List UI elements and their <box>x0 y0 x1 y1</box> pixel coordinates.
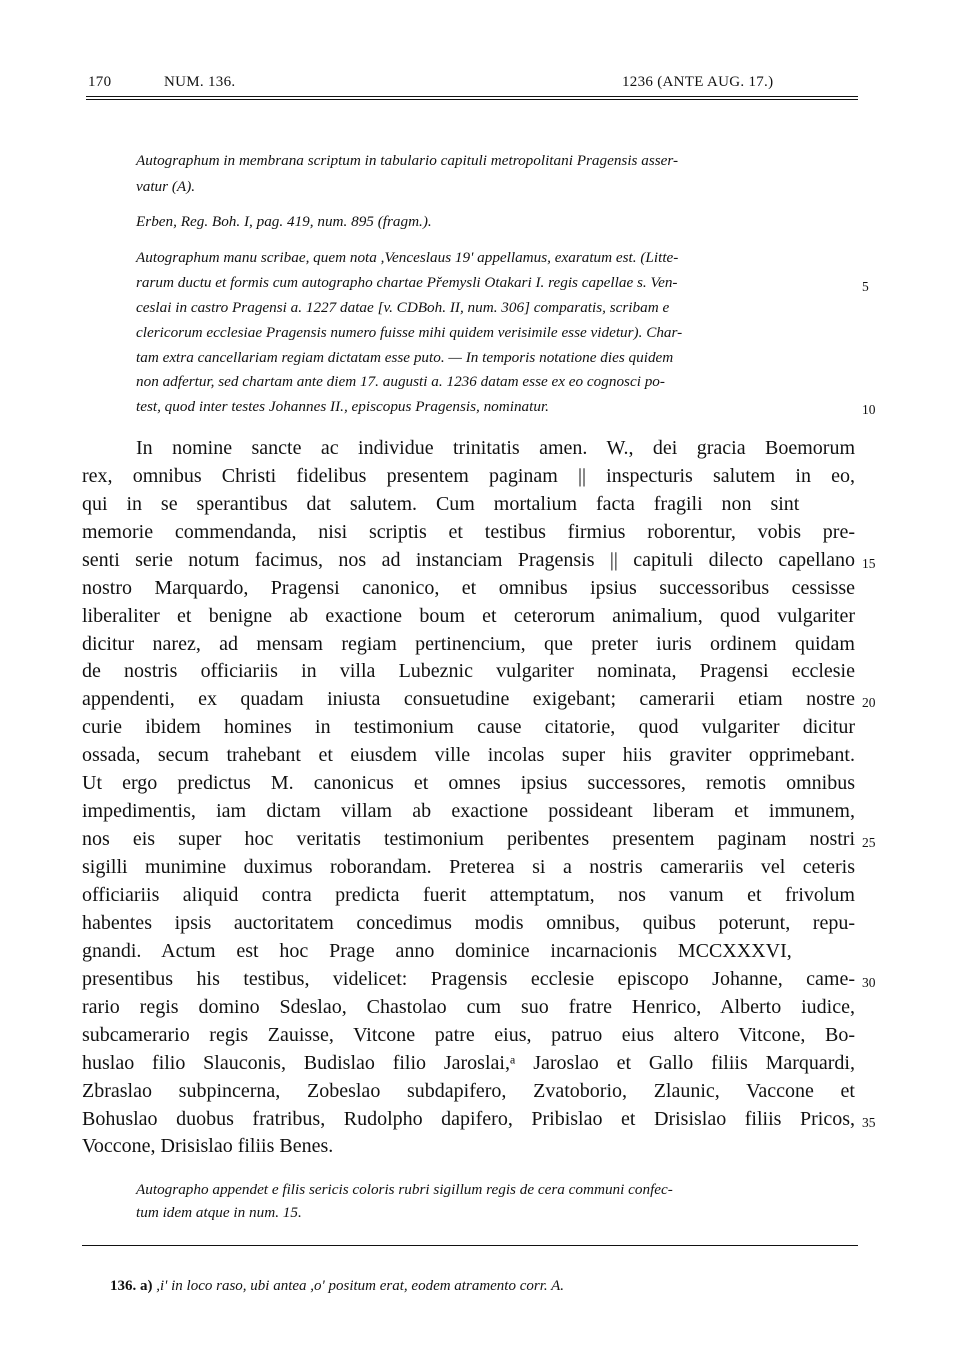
intro-line: tam extra cancellariam regiam dictatam esse puto. — In temporis notatione dies quidem <box>136 349 674 366</box>
charter-line: Bohuslao duobus fratribus, Rudolpho dapifero, Pribislao et Drisislao filiis Pricos, <box>82 1108 855 1130</box>
line-number: 15 <box>862 556 876 571</box>
header-rule <box>86 96 858 97</box>
footnote-text: ,i' in loco raso, ubi antea ,o' positum erat, eodem atramento corr. A. <box>156 1278 565 1294</box>
charter-line: Voccone, Drisislao filiis Benes. <box>82 1135 334 1157</box>
charter-line: huslao filio Slauconis, Budislao filio Jaroslai,ᵃ Jaroslao et Gallo filiis Marquardi, <box>82 1052 855 1074</box>
footnote <box>110 1278 564 1295</box>
page-number: 170 <box>88 74 112 90</box>
intro-line: rarum ductu et formis cum autographo chartae Přemysli Otakari I. regis capellae s. Ven- <box>136 274 678 291</box>
charter-line: dicitur narez, ad mensam regiam pertinencium, que preter iuris ordinem quidam <box>82 633 855 655</box>
intro-line: Autographum manu scribae, quem nota ,Venceslaus 19' appellamus, exaratum est. (Litte- <box>136 249 679 266</box>
charter-line: qui in se sperantibus dat salutem. Cum mortalium facta fragili non sint <box>82 493 800 515</box>
charter-line: sigilli munimine duximus roborandam. Preterea si a nostris camerariis vel ceteris <box>82 856 855 878</box>
charter-line: rario regis domino Sdeslao, Chastolao cum suo fratre Henrico, Alberto iudice, <box>82 996 855 1018</box>
document-date: 1236 (ANTE AUG. 17.) <box>622 74 774 90</box>
charter-line: subcamerario regis Zauisse, Vitcone patre eius, patruo eius altero Vitcone, Bo- <box>82 1024 855 1046</box>
charter-line: memorie commendanda, nisi scriptis et testibus firmius roborentur, vobis pre- <box>82 521 855 543</box>
line-number: 25 <box>862 835 876 850</box>
charter-line: impedimentis, iam dictam villam ab exactione possideant liberam et immunem, <box>82 800 855 822</box>
charter-line: nos eis super hoc veritatis testimonium peribentes presentem paginam nostri <box>82 828 855 850</box>
footnote-rule <box>82 1245 858 1246</box>
line-number: 5 <box>862 279 869 294</box>
line-number: 10 <box>862 402 876 417</box>
intro-line: Erben, Reg. Boh. I, pag. 419, num. 895 (fragm.). <box>136 213 432 230</box>
sealing-note-line: Autographo appendet e filis sericis coloris rubri sigillum regis de cera communi confec- <box>136 1181 673 1198</box>
sealing-note-line: tum idem atque in num. 15. <box>136 1204 302 1221</box>
charter-line: officiariis aliquid contra predicta fuerit attemptatum, nos vanum et frivolum <box>82 884 855 906</box>
intro-line: vatur (A). <box>136 178 196 195</box>
intro-line: non adfertur, sed chartam ante diem 17. augusti a. 1236 datam esse ex eo cognosci po- <box>136 373 665 390</box>
charter-line: de nostris officiariis in villa Lubeznic vulgariter nominata, Pragensi ecclesie <box>82 660 855 682</box>
charter-line: In nomine sancte ac individue trinitatis amen. W., dei gracia Boemorum <box>136 437 855 459</box>
footnote-number: 136. a) <box>110 1278 153 1294</box>
charter-line: liberaliter et benigne ab exactione boum et ceterorum animalium, quod vulgariter <box>82 605 855 627</box>
charter-line: ossada, secum trahebant et eiusdem ville incolas super hiis graviter opprimebant. <box>82 744 855 766</box>
intro-line: test, quod inter testes Johannes II., episcopus Pragensis, nominatur. <box>136 398 549 415</box>
charter-line: senti serie notum facimus, nos ad instanciam Pragensis || capituli dilecto capellano <box>82 549 855 571</box>
charter-line: nostro Marquardo, Pragensi canonico, et omnibus ipsius successoribus cessisse <box>82 577 855 599</box>
charter-line: gnandi. Actum est hoc Prage anno dominice incarnacionis MCCXXXVI, <box>82 940 792 962</box>
document-number: NUM. 136. <box>164 74 236 90</box>
charter-line: Zbraslao subpincerna, Zobeslao subdapifero, Zvatoborio, Zlaunic, Vaccone et <box>82 1080 855 1102</box>
charter-line: curie ibidem homines in testimonium cause citatorie, quod vulgariter dicitur <box>82 716 855 738</box>
line-number: 30 <box>862 975 876 990</box>
charter-line: presentibus his testibus, videlicet: Pragensis ecclesie episcopo Johanne, came- <box>82 968 855 990</box>
charter-line: appendenti, ex quadam iniusta consuetudine exigebant; camerarii etiam nostre <box>82 688 855 710</box>
charter-line: habentes ipsis auctoritatem concedimus modis omnibus, quibus poterunt, repu- <box>82 912 855 934</box>
header-rule-double <box>86 99 858 100</box>
intro-line: ceslai in castro Pragensi a. 1227 datae [v. CDBoh. II, num. 306] comparatis, scribam e <box>136 299 670 316</box>
intro-line: Autographum in membrana scriptum in tabulario capituli metropolitani Pragensis asser- <box>136 152 679 169</box>
intro-line: clericorum ecclesiae Pragensis numero fuisse mihi quidem verisimile esse videtur). Char- <box>136 324 683 341</box>
charter-line: rex, omnibus Christi fidelibus presentem paginam || inspecturis salutem in eo, <box>82 465 855 487</box>
charter-line: Ut ergo predictus M. canonicus et omnes ipsius successores, remotis omnibus <box>82 772 855 794</box>
line-number: 20 <box>862 695 876 710</box>
line-number: 35 <box>862 1115 876 1130</box>
